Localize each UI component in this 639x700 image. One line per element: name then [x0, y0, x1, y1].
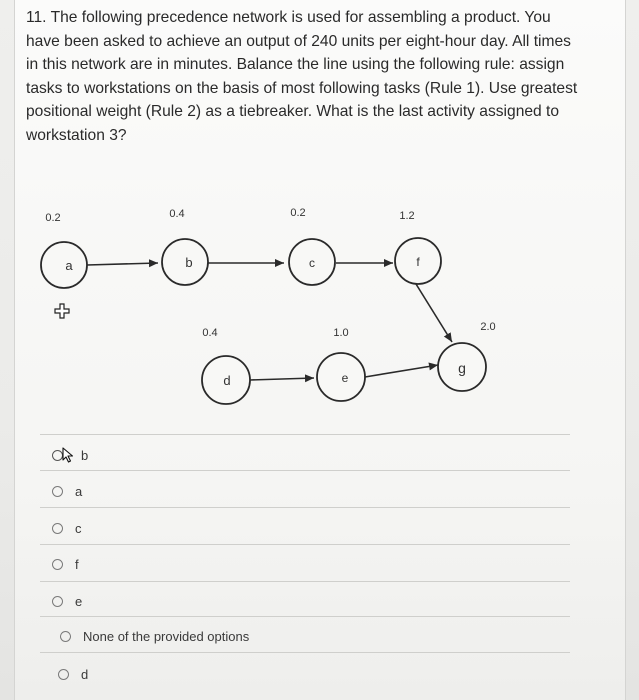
option-separator — [40, 544, 570, 545]
node-e-label: e — [341, 371, 349, 385]
node-d — [202, 356, 250, 404]
node-a — [41, 242, 87, 288]
node-f — [395, 238, 441, 284]
node-e — [317, 353, 365, 401]
node-g-label: g — [458, 360, 466, 376]
option-separator — [40, 616, 570, 617]
time-label-g: 2.0 — [480, 321, 496, 333]
radio-button[interactable] — [60, 631, 71, 642]
time-label-a: 0.2 — [45, 212, 61, 224]
answer-option-label: b — [81, 447, 89, 463]
time-label-e: 1.0 — [333, 327, 349, 339]
node-b — [162, 239, 208, 285]
edge-f-g — [416, 284, 452, 342]
time-label-d: 0.4 — [202, 327, 218, 339]
edge-d-e — [250, 378, 314, 380]
node-c-label: c — [309, 256, 315, 270]
answer-option-label: d — [81, 666, 89, 682]
answer-option-d[interactable] — [58, 664, 88, 684]
answer-option-none[interactable] — [60, 626, 249, 646]
answer-option-label: f — [75, 556, 79, 572]
move-cursor-icon — [55, 304, 69, 318]
answer-option-f[interactable] — [52, 554, 79, 574]
node-g — [438, 343, 486, 391]
radio-button[interactable] — [52, 523, 63, 534]
radio-button[interactable] — [58, 669, 69, 680]
answer-option-e[interactable] — [52, 591, 82, 611]
question-text: 11. The following precedence network is used for assembling a product. You have been asked to achieve an output of 240 units per eight-hour day. All times in this network are in minutes. Balance the line using the following rule: assign tasks to workstations on the basis of most following tasks (Rule 1). Use greatest positional weight (Rule 2) as a tiebreaker. What is the last activity assigned to workstation 3? — [26, 9, 578, 144]
answer-option-a[interactable] — [52, 481, 82, 501]
option-separator — [40, 581, 570, 582]
time-label-f: 1.2 — [399, 210, 415, 222]
radio-button[interactable] — [52, 486, 63, 497]
node-a-label: a — [65, 258, 73, 273]
answer-option-label: e — [75, 593, 83, 609]
node-f-label: f — [416, 255, 420, 269]
time-label-c: 0.2 — [290, 207, 306, 219]
option-separator — [40, 434, 570, 435]
option-separator — [40, 652, 570, 653]
time-label-b: 0.4 — [169, 208, 185, 220]
option-separator — [40, 470, 570, 471]
edge-e-g — [365, 365, 438, 377]
option-separator — [40, 507, 570, 508]
answer-option-c[interactable] — [52, 518, 82, 538]
node-b-label: b — [185, 255, 193, 270]
radio-button[interactable] — [52, 596, 63, 607]
edge-a-b — [87, 263, 158, 265]
mouse-pointer-icon — [62, 447, 76, 463]
answer-option-label: a — [75, 483, 83, 499]
answer-option-label: None of the provided options — [83, 628, 250, 644]
radio-button[interactable] — [52, 559, 63, 570]
node-d-label: d — [223, 373, 231, 388]
answer-option-label: c — [75, 520, 82, 536]
node-c — [289, 239, 335, 285]
